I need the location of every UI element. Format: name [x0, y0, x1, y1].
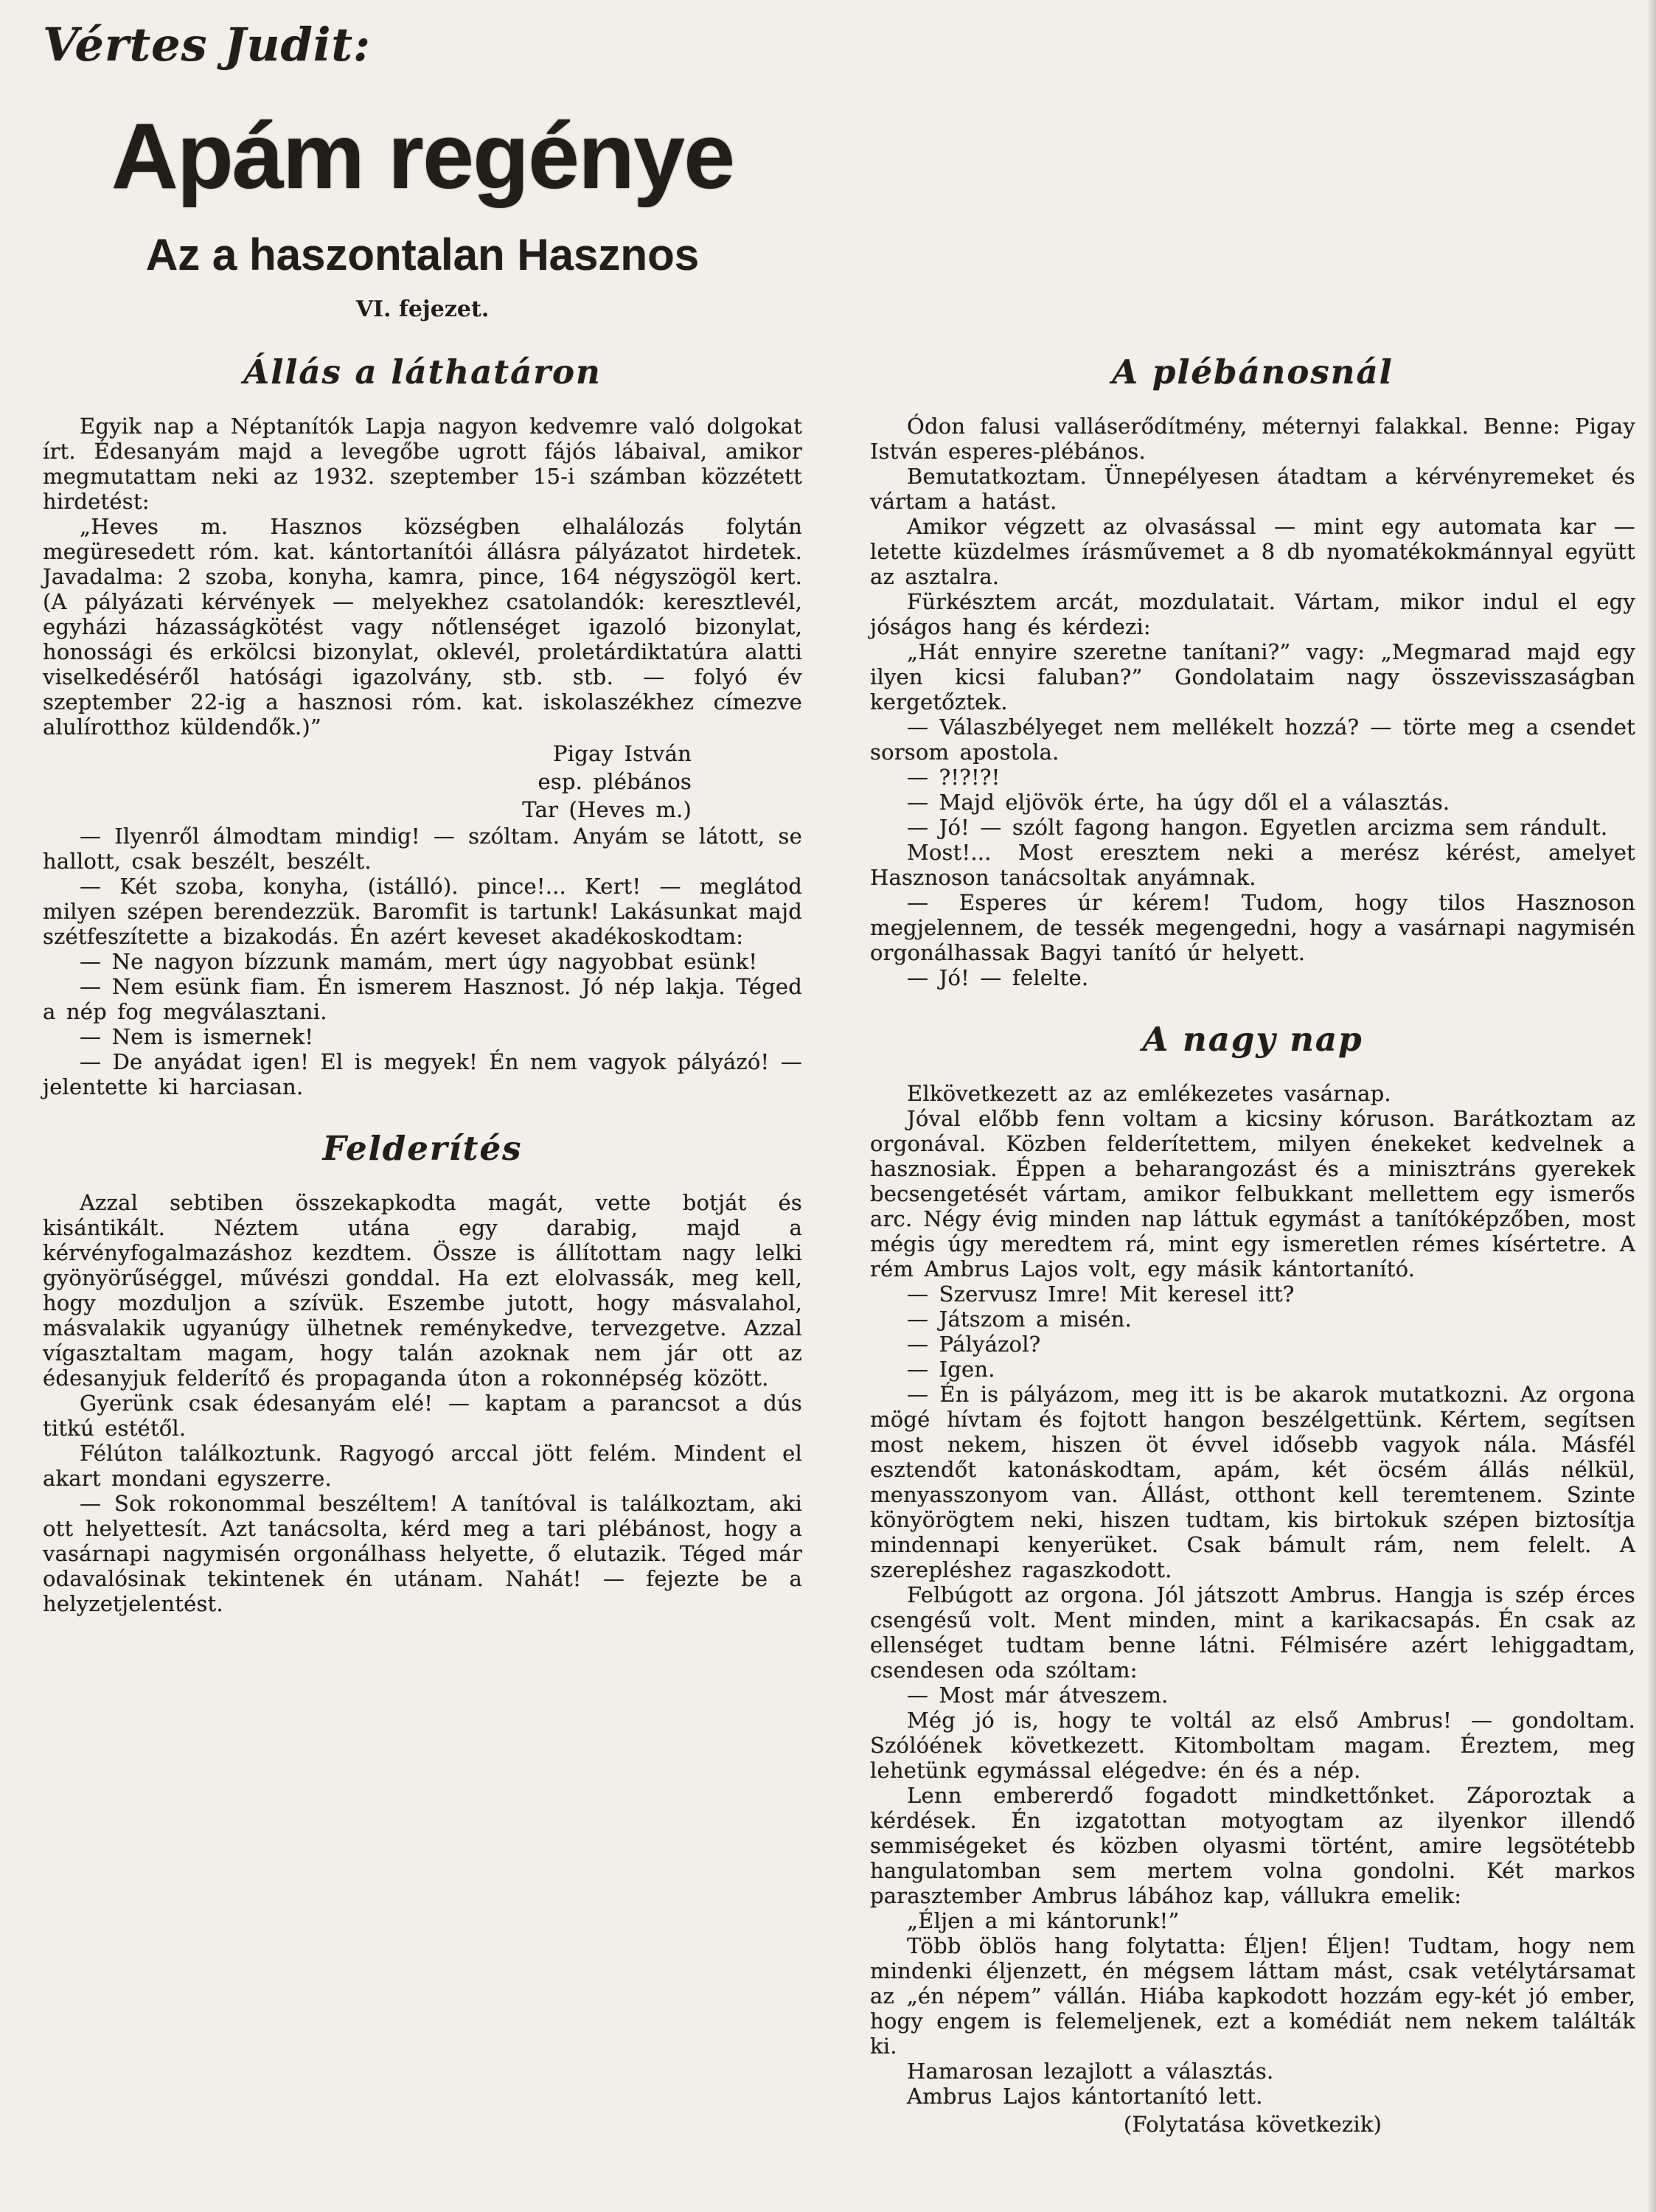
paragraph: — Játszom a misén. [907, 1307, 1132, 1332]
paragraph: Fürkésztem arcát, mozdulatait. Vártam, mikor indul el egy jóságos hang és kérdezi: [870, 589, 1635, 639]
paragraph: — Jó! — szólt fagong hangon. Egyetlen arcizma sem rándult. [907, 815, 1608, 840]
paragraph: — Én is pályázom, meg itt is be akarok mutatkozni. Az orgona mögé hívtam és fojtott hangon beszélgettünk. Kértem, segítsen most nekem, hiszen öt évvel idősebb vagyok nála. Másfél esztendőt katonáskodtam, apám, két öcsém állás nélkül, menyasszonyom van. Állást, otthont kell teremtenem. Szinte könyörögtem neki, hiszen tudtam, kis birtokuk szépen biztosítja mindennapi kenyerüket. Csak bámult rám, nem felelt. A szerepléshez ragaszkodott. [870, 1382, 1635, 1582]
paragraph: Felbúgott az orgona. Jól játszott Ambrus. Hangja is szép érces csengésű volt. Ment minden, mint a karikacsapás. Én csak az ellenséget tudtam benne látni. Félmisére azért lehiggadtam, csendesen oda szóltam: [870, 1582, 1635, 1683]
signature-line: Tar (Heves m.) [522, 797, 692, 822]
paragraph: — Esperes úr kérem! Tudom, hogy tilos Hasznoson megjelennem, de tessék megengedni, hogy a vasárnapi nagymisén orgonálhassak Bagyi tanító úr helyett. [870, 890, 1635, 965]
paragraph: — Szervusz Imre! Mit keresel itt? [907, 1281, 1295, 1307]
paragraph: Most!... Most eresztem neki a merész kérést, amelyet Hasznoson tanácsoltak anyámnak. [870, 840, 1635, 890]
paragraph: — Pályázol? [907, 1332, 1041, 1357]
signature-line: Pigay István [553, 741, 692, 766]
paragraph: „Heves m. Hasznos községben elhalálozás folytán megüresedett róm. kat. kántortanítói állásra pályázatot hirdetek. Javadalma: 2 szoba, konyha, kamra, pince, 164 négyszögöl kert. (A pályázati kérvények — melyekhez csatolandók: keresztlevél, egyházi házasságkötést vagy nőtlenséget igazoló bizonylat, honossági és erkölcsi bizonylat, oklevél, proletárdiktatúra alatti viselkedéséről hatósági igazolvány, stb. stb. — folyó év szeptember 22-ig a hasznosi róm. kat. iskolaszékhez címezve alulírotthoz küldendők.)” [43, 514, 802, 740]
paragraph: — Jó! — felelte. [907, 965, 1089, 990]
paragraph: — ?!?!?! [907, 765, 1001, 790]
paragraph: — Majd eljövök érte, ha úgy dől el a választás. [907, 790, 1450, 815]
paragraph: — Sok rokonommal beszéltem! A tanítóval is találkoztam, aki ott helyettesít. Azt tanácsolta, kérd meg a tari plébánost, hogy a vasárnapi nagymisén orgonálhass helyette, ő elutazik. Téged már odavalósinak tekintenek én utánam. Nahát! — fejezte be a helyzetjelentést. [43, 1491, 802, 1616]
paragraph: Félúton találkoztunk. Ragyogó arccal jött felém. Mindent el akart mondani egyszerre. [43, 1441, 802, 1491]
column-left [43, 345, 802, 1616]
paragraph: Lenn embererdő fogadott mindkettőnket. Záporoztak a kérdések. Én izgatottan motyogtam az ilyenkor illendő semmiségeket és közben olyasmi történt, amire legsötétebb hangulatomban sem mertem volna gondolni. Két markos parasztember Ambrus lábához kap, vállukra emelik: [870, 1783, 1635, 1908]
signature-line: esp. plébános [537, 769, 692, 794]
paragraph: — Ilyenről álmodtam mindig! — szóltam. Anyám se látott, se hallott, csak beszélt, beszélt. [43, 824, 802, 874]
paragraph: — Két szoba, konyha, (istálló). pince!... Kert! — meglátod milyen szépen berendezzük. Baromfit is tartunk! Lakásunkat majd szétfeszítette a bizakodás. Én azért keveset akadékoskodtam: [43, 874, 802, 949]
paragraph: Gyerünk csak édesanyám elé! — kaptam a parancsot a dús titkú estétől. [43, 1391, 802, 1441]
section-heading: A plébánosnál [1112, 352, 1394, 392]
chapter-label: VI. fejezet. [355, 296, 490, 322]
section-heading: Állás a láthatáron [243, 352, 602, 392]
section-heading: Felderítés [322, 1129, 523, 1168]
paragraph: Ódon falusi valláserődítmény, méternyi falakkal. Benne: Pigay István esperes-plébános. [870, 414, 1635, 464]
paragraph: Egyik nap a Néptanítók Lapja nagyon kedvemre való dolgokat írt. Édesanyám majd a levegőbe ugrott fájós lábaival, amikor megmutattam neki az 1932. szeptember 15-i számban közzétett hirdetést: [43, 414, 802, 514]
paragraph: Több öblös hang folytatta: Éljen! Éljen! Tudtam, hogy nem mindenki éljenzett, én mégsem láttam mást, csak vetélytársamat az „én népem” vállán. Hiába kapkodott hozzám egy-két jó ember, hogy engem is felemeljenek, ezt a komédiát nem nekem találták ki. [870, 1933, 1635, 2059]
scan-edge-shadow [1647, 0, 1656, 2212]
closing-note: (Folytatása következik) [1123, 2112, 1382, 2137]
paragraph: Ambrus Lajos kántortanító lett. [907, 2084, 1263, 2109]
paragraph: — Igen. [907, 1357, 995, 1382]
paragraph: Jóval előbb fenn voltam a kicsiny kóruson. Barátkoztam az orgonával. Közben felderítettem, milyen énekeket kedvelnek a hasznosiak. Éppen a beharangozást és a minisztráns gyerekek becsengetését vártam, amikor felbukkant mellettem egy ismerős arc. Négy évig minden nap láttuk egymást a tanítóképzőben, most mégis úgy meredtem rá, mint egy ismeretlen rémes kísértetre. A rém Ambrus Lajos volt, egy másik kántortanító. [870, 1106, 1635, 1281]
article-title: Apám regénye [111, 104, 734, 208]
paragraph: — De anyádat igen! El is megyek! Én nem vagyok pályázó! — jelentette ki harciasan. [43, 1049, 802, 1099]
column-right [870, 345, 1635, 2137]
paragraph: Még jó is, hogy te voltál az első Ambrus! — gondoltam. Szólóének következett. Kitomboltam magam. Éreztem, meg lehetünk egymással elégedve: én és a nép. [870, 1708, 1635, 1783]
section-heading: A nagy nap [1142, 1020, 1363, 1059]
paragraph: Bemutatkoztam. Ünnepélyesen átadtam a kérvényremeket és vártam a hatást. [870, 464, 1635, 514]
paragraph: „Éljen a mi kántorunk!” [907, 1908, 1180, 1933]
paragraph: — Nem is ismernek! [80, 1024, 314, 1049]
paragraph: Elkövetkezett az az emlékezetes vasárnap. [907, 1081, 1391, 1106]
article-subtitle: Az a haszontalan Hasznos [145, 230, 700, 279]
byline: Vértes Judit: [43, 18, 371, 72]
paragraph: Amikor végzett az olvasással — mint egy automata kar — letette küzdelmes írásművemet a 8 db nyomatékokmánnyal együtt az asztalra. [870, 514, 1635, 589]
paragraph: — Válaszbélyeget nem mellékelt hozzá? — törte meg a csendet sorsom apostola. [870, 714, 1635, 765]
paragraph: Hamarosan lezajlott a választás. [907, 2059, 1274, 2084]
paragraph: Azzal sebtiben összekapkodta magát, vette botját és kisántikált. Néztem utána egy darabig, majd a kérvényfogalmazáshoz kezdtem. Össze is állítottam nagy lelki gyönyörűséggel, művészi gonddal. Ha ezt elolvassák, meg kell, hogy mozduljon a szívük. Eszembe jutott, hogy másvalahol, másvalakik ugyanúgy ülhetnek reménykedve, tervezgetve. Azzal vígasztaltam magam, hogy talán azoknak nem jár ott az édesanyjuk felderítő és propaganda úton a rokonnépség között. [43, 1190, 802, 1391]
paragraph: — Ne nagyon bízzunk mamám, mert úgy nagyobbat esünk! [80, 949, 758, 974]
paragraph: — Most már átveszem. [907, 1683, 1169, 1708]
paragraph: „Hát ennyire szeretne tanítani?” vagy: „Megmarad majd egy ilyen kicsi faluban?” Gondolataim nagy összevisszaságban kergetőztek. [870, 639, 1635, 714]
paragraph: — Nem esünk fiam. Én ismerem Hasznost. Jó nép lakja. Téged a nép fog megválasztani. [43, 974, 802, 1024]
